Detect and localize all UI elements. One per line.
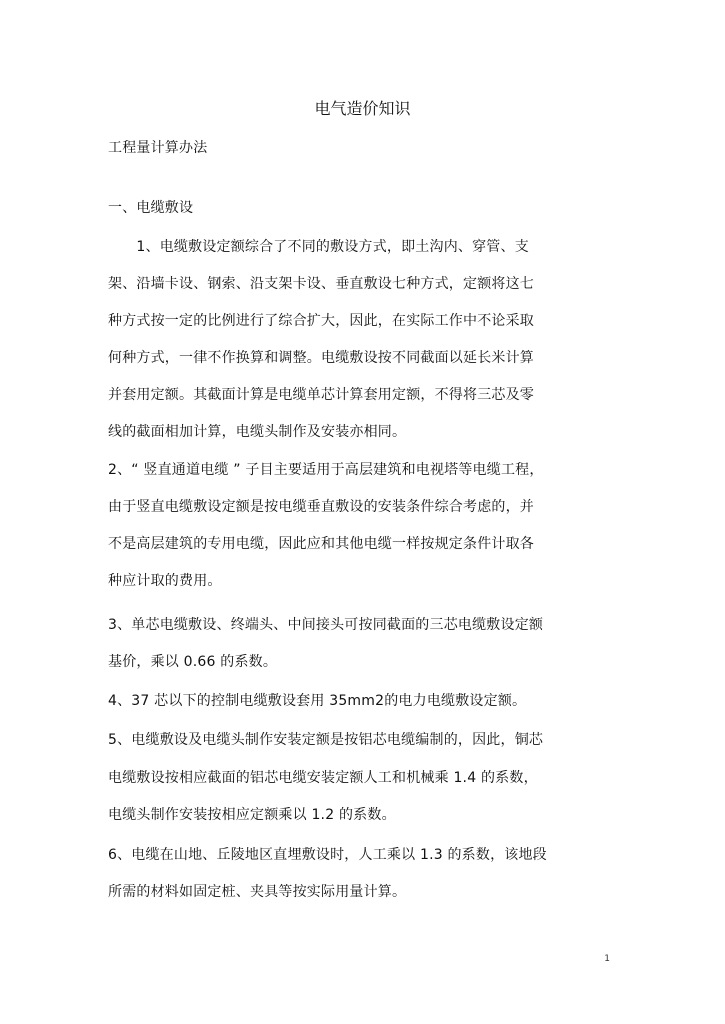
body-line: 2、“ 竖直通道电缆 ” 子目主要适用于高层建筑和电视塔等电缆工程， <box>108 462 544 478</box>
body-line: 由于竖直电缆敷设定额是按电缆垂直敷设的安装条件综合考虑的，并 <box>108 499 534 515</box>
body-line: 基价，乘以 0.66 的系数。 <box>108 654 278 670</box>
body-line: 4、37 芯以下的控制电缆敷设套用 35mm2的电力电缆敷设定额。 <box>108 693 527 709</box>
body-line: 6、电缆在山地、丘陵地区直埋敷设时，人工乘以 1.3 的系数，该地段 <box>108 847 547 863</box>
body-line: 3、单芯电缆敷设、终端头、中间接头可按同截面的三芯电缆敷设定额 <box>108 617 544 633</box>
body-line: 架、沿墙卡设、钢索、沿支架卡设、垂直敷设七种方式，定额将这七 <box>108 276 534 292</box>
body-line: 所需的材料如固定桩、夹具等按实际用量计算。 <box>108 884 407 900</box>
body-line: 5、电缆敷设及电缆头制作安装定额是按铝芯电缆编制的，因此，铜芯 <box>108 732 544 748</box>
body-line: 种应计取的费用。 <box>108 573 222 589</box>
body-line: 电缆头制作安装按相应定额乘以 1.2 的系数。 <box>108 807 396 823</box>
body-line: 电缆敷设按相应截面的铝芯电缆安装定额人工和机械乘 1.4 的系数， <box>108 770 538 786</box>
body-line: 1、电缆敷设定额综合了不同的敷设方式，即土沟内、穿管、支 <box>108 239 529 255</box>
document-subtitle: 工程量计算办法 <box>108 140 208 156</box>
body-line: 不是高层建筑的专用电缆，因此应和其他电缆一样按规定条件计取各 <box>108 536 534 552</box>
body-line: 何种方式，一律不作换算和调整。电缆敷设按不同截面以延长米计算 <box>108 350 534 366</box>
page-number: 1 <box>604 954 610 964</box>
body-line: 并套用定额。其截面计算是电缆单芯计算套用定额，不得将三芯及零 <box>108 387 534 403</box>
body-line: 种方式按一定的比例进行了综合扩大，因此，在实际工作中不论采取 <box>108 313 534 329</box>
section-heading: 一、电缆敷设 <box>108 200 194 216</box>
document-title: 电气造价知识 <box>314 99 411 118</box>
body-line: 线的截面相加计算，电缆头制作及安装亦相同。 <box>108 424 407 440</box>
